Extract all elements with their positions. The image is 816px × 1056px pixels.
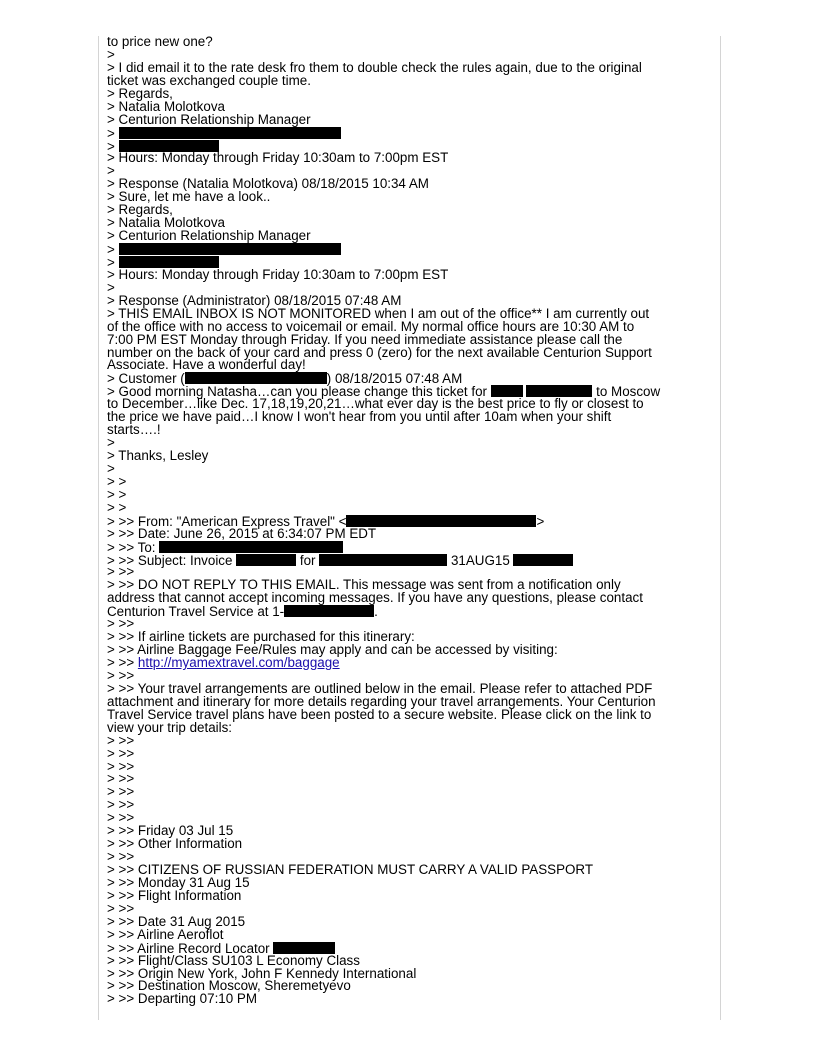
email-line bbox=[107, 450, 707, 463]
email-line bbox=[107, 411, 707, 424]
line-text: > Good morning Natasha…can you please change this ticket for bbox=[107, 384, 491, 400]
line-text: > THIS EMAIL INBOX IS NOT MONITORED when I am out of the office** I am currently out bbox=[107, 305, 650, 321]
line-text: > Customer ( bbox=[107, 371, 185, 387]
line-text: > >> bbox=[107, 900, 135, 916]
line-text: > bbox=[107, 435, 115, 451]
line-text: > >> Origin New York, John F Kennedy International bbox=[107, 965, 417, 981]
email-line bbox=[107, 719, 707, 735]
email-line bbox=[107, 486, 707, 502]
line-text: > > bbox=[107, 473, 127, 489]
line-text: > Regards, bbox=[107, 202, 173, 218]
line-text: view your trip details: bbox=[107, 719, 233, 735]
line-text: > >> Your travel arrangements are outlined below in the email. Please refer to attached PDF bbox=[107, 680, 653, 696]
email-line bbox=[107, 887, 707, 903]
email-line bbox=[107, 799, 707, 812]
line-text: > bbox=[107, 279, 115, 295]
redaction-block bbox=[119, 243, 341, 255]
email-line bbox=[107, 758, 707, 774]
line-text: > >> bbox=[107, 771, 135, 787]
line-text: > >> Destination Moscow, Sheremetyevo bbox=[107, 978, 351, 994]
line-text: > >> Monday 31 Aug 15 bbox=[107, 874, 250, 890]
line-text: > > bbox=[107, 499, 127, 515]
line-text: > >> Flight/Class SU103 L Economy Class bbox=[107, 952, 360, 968]
line-text: > >> Departing 07:10 PM bbox=[107, 991, 257, 1007]
line-text: to Moscow bbox=[592, 384, 661, 400]
line-text: address that cannot accept incoming messages. If you have any questions, please contact bbox=[107, 590, 643, 606]
email-body bbox=[107, 36, 707, 1006]
line-text: ticket was exchanged couple time. bbox=[107, 72, 311, 88]
line-text: > Hours: Monday through Friday 10:30am to 7:00pm EST bbox=[107, 150, 449, 166]
line-text: to price new one? bbox=[107, 34, 213, 49]
email-line bbox=[107, 127, 707, 140]
line-text: > bbox=[107, 460, 115, 476]
email-line bbox=[107, 745, 707, 761]
line-text: for bbox=[296, 552, 320, 568]
line-text: > >> Date: June 26, 2015 at 6:34:07 PM EDT bbox=[107, 525, 377, 541]
email-line bbox=[107, 773, 707, 786]
email-line bbox=[107, 473, 707, 489]
email-line bbox=[107, 460, 707, 476]
email-line bbox=[107, 657, 707, 670]
redaction-block bbox=[319, 554, 447, 566]
line-text: Associate. Have a wonderful day! bbox=[107, 357, 306, 373]
line-text: > bbox=[107, 254, 119, 270]
line-text: > > bbox=[107, 486, 127, 502]
line-text: > >> bbox=[107, 616, 135, 632]
email-line bbox=[107, 786, 707, 799]
line-text: > >> To: bbox=[107, 539, 160, 555]
baggage-link[interactable]: http://myamextravel.com/baggage bbox=[137, 655, 340, 670]
line-text: > >> Airline Baggage Fee/Rules may apply and can be accessed by visiting: bbox=[107, 642, 558, 658]
line-text: > Hours: Monday through Friday 10:30am to 7:00pm EST bbox=[107, 266, 449, 282]
line-text: > >> Airline Aeroflot bbox=[107, 926, 224, 942]
line-text: > >> If airline tickets are purchased for this itinerary: bbox=[107, 629, 415, 645]
line-text: > bbox=[107, 163, 115, 179]
line-text: > >> bbox=[107, 667, 135, 683]
line-text: > >> Friday 03 Jul 15 bbox=[107, 823, 234, 839]
email-line bbox=[107, 732, 707, 748]
redaction-block bbox=[159, 541, 343, 553]
line-text: > bbox=[107, 46, 115, 62]
line-text: starts….! bbox=[107, 422, 161, 438]
line-text: the price we have paid…I know I won't hear from you until after 10am when your shift bbox=[107, 409, 612, 425]
line-text: 7:00 PM EST Monday through Friday. If you need immediate assistance please call the bbox=[107, 331, 623, 347]
line-text: > >> From: "American Express Travel" < bbox=[107, 513, 347, 529]
redaction-block bbox=[185, 372, 327, 384]
email-line bbox=[107, 152, 707, 165]
line-text: ) 08/18/2015 07:48 AM bbox=[326, 371, 463, 387]
line-text: > >> bbox=[107, 797, 135, 813]
line-text: > >> bbox=[107, 564, 135, 580]
line-text: > Regards, bbox=[107, 85, 173, 101]
email-line bbox=[107, 993, 707, 1006]
email-line bbox=[107, 554, 707, 567]
email-line bbox=[107, 243, 707, 256]
line-text: > Natalia Molotkova bbox=[107, 98, 225, 114]
line-text: Centurion Travel Service at 1- bbox=[107, 604, 285, 620]
line-text: number on the back of your card and press 0 (zero) for the next available Centurion Support bbox=[107, 344, 652, 360]
redaction-block bbox=[119, 127, 341, 139]
email-line bbox=[107, 605, 707, 618]
line-text: 31AUG15 bbox=[447, 552, 514, 568]
email-line bbox=[107, 191, 707, 204]
line-text: to December…like Dec. 17,18,19,20,21…what ever day is the best price to fly or closest to bbox=[107, 396, 644, 412]
line-text: > bbox=[107, 242, 119, 257]
email-line bbox=[107, 424, 707, 437]
line-text: > bbox=[536, 513, 545, 529]
email-line bbox=[107, 36, 707, 49]
line-text: . bbox=[374, 604, 378, 620]
line-text: > >> DO NOT REPLY TO THIS EMAIL. This message was sent from a notification only bbox=[107, 577, 621, 593]
line-text: > >> CITIZENS OF RUSSIAN FEDERATION MUST CARRY A VALID PASSPORT bbox=[107, 862, 594, 877]
line-text: > >> bbox=[107, 745, 135, 761]
line-text: > >> Other Information bbox=[107, 836, 243, 852]
email-line bbox=[107, 111, 707, 127]
email-line bbox=[107, 72, 707, 88]
line-text: > Natalia Molotkova bbox=[107, 215, 225, 231]
line-text: > >> bbox=[107, 784, 135, 800]
line-text: > >> bbox=[107, 655, 138, 670]
line-text: > >> bbox=[107, 810, 135, 826]
line-text: Travel Service travel plans have been posted to a secure website. Please click on the link to bbox=[107, 706, 652, 722]
line-text: > Sure, let me have a look.. bbox=[107, 189, 271, 205]
line-text: > bbox=[107, 125, 119, 141]
line-text: > Response (Natalia Molotkova) 08/18/2015 10:34 AM bbox=[107, 176, 429, 192]
email-line bbox=[107, 525, 707, 541]
redaction-block bbox=[284, 605, 374, 617]
email-line bbox=[107, 266, 707, 282]
line-text: > Thanks, Lesley bbox=[107, 448, 209, 463]
line-text: > >> bbox=[107, 849, 135, 865]
line-text: > >> bbox=[107, 758, 135, 774]
line-text: attachment and itinerary for more details regarding your travel arrangements. Your Centurion bbox=[107, 693, 656, 709]
line-text: > >> Subject: Invoice bbox=[107, 552, 237, 568]
line-text: > >> Airline Record Locator bbox=[107, 940, 274, 956]
line-text: > >> Flight Information bbox=[107, 887, 242, 903]
line-text: > Centurion Relationship Manager bbox=[107, 111, 311, 127]
redaction-block bbox=[513, 554, 573, 566]
line-text: of the office with no access to voicemail or email. My normal office hours are 10:30 AM to bbox=[107, 318, 635, 334]
line-text: > >> Date 31 Aug 2015 bbox=[107, 913, 246, 929]
email-line bbox=[107, 230, 707, 243]
line-text: > I did email it to the rate desk fro them to double check the rules again, due to the original bbox=[107, 59, 642, 75]
line-text: > >> bbox=[107, 732, 135, 748]
redaction-block bbox=[236, 554, 296, 566]
line-text: > Centurion Relationship Manager bbox=[107, 228, 311, 244]
line-text: > Response (Administrator) 08/18/2015 07:48 AM bbox=[107, 292, 402, 308]
line-text: > bbox=[107, 138, 119, 154]
email-line bbox=[107, 838, 707, 851]
